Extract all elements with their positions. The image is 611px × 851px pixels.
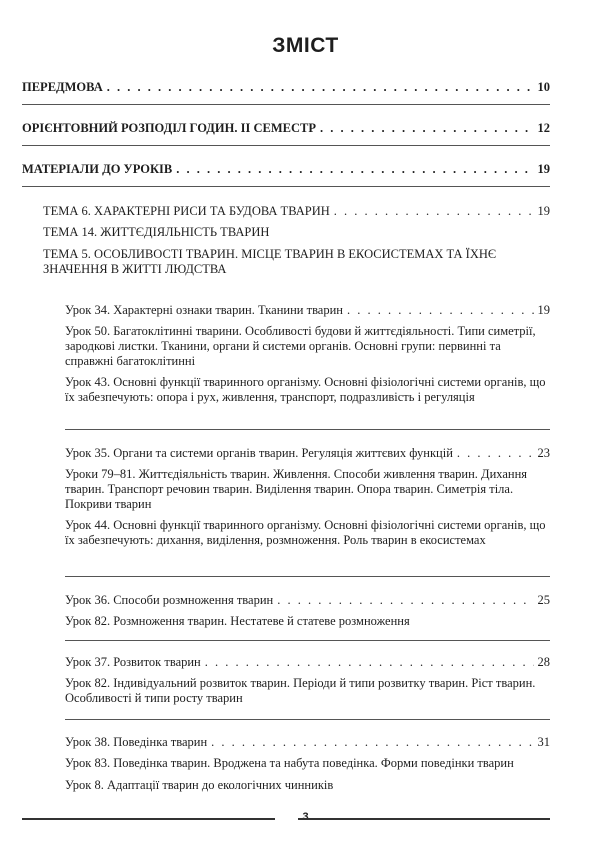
toc-page-number: 10 (537, 80, 550, 94)
toc-label: Урок 36. Способи розмноження тварин (65, 593, 274, 607)
divider (65, 429, 550, 430)
toc-lesson-reference: Урок 44. Основні функції тваринного організму. Основні фізіологічні системи органів, що їх забезпечують: дихання, виділення, розмноження. Роль тварин в екосистемах (65, 518, 546, 547)
page-number: 3 (302, 811, 309, 823)
toc-theme-5[interactable]: ТЕМА 5. ОСОБЛИВОСТІ ТВАРИН. МІСЦЕ ТВАРИН В ЕКОСИСТЕМАХ ТА ЇХНЄ ЗНАЧЕННЯ В ЖИТТІ ЛЮДСТВА (43, 247, 497, 276)
toc-page-number: 19 (537, 204, 550, 218)
toc-label: Урок 35. Органи та системи органів тварин. Регуляція життєвих функцій (65, 446, 453, 460)
toc-lesson-34[interactable] (65, 303, 550, 318)
toc-entry-hours-distribution[interactable] (22, 121, 550, 136)
dot-leader (176, 162, 533, 177)
toc-lesson-reference: Урок 82. Індивідуальний розвиток тварин. Періоди й типи розвитку тварин. Ріст тварин. Особливості й типи росту тварин (65, 676, 536, 705)
toc-page-number: 25 (537, 593, 550, 607)
toc-lesson-36[interactable] (65, 593, 550, 608)
toc-label: МАТЕРІАЛИ ДО УРОКІВ (22, 162, 173, 176)
toc-entry-lesson-materials[interactable] (22, 162, 550, 177)
toc-label: ОРІЄНТОВНИЙ РОЗПОДІЛ ГОДИН. ІІ СЕМЕСТР (22, 121, 316, 135)
page-title: ЗМІСТ (272, 34, 339, 57)
toc-page-number: 12 (537, 121, 550, 135)
dot-leader (347, 303, 534, 318)
dot-leader (107, 80, 534, 95)
toc-page-number: 31 (537, 735, 550, 749)
toc-lesson-reference: Уроки 79–81. Життєдіяльність тварин. Живлення. Способи живлення тварин. Дихання тварин. Транспорт речовин тварин. Виділення тварин. Опора тварин. Симетрія тіла. Покриви тварин (65, 467, 528, 511)
toc-lesson-reference: Урок 8. Адаптації тварин до екологічних чинників (65, 778, 334, 792)
toc-page-number: 23 (537, 446, 550, 460)
divider (65, 640, 550, 641)
dot-leader (334, 204, 534, 219)
toc-lesson-reference: Урок 82. Розмноження тварин. Нестатеве й статеве розмноження (65, 614, 410, 628)
divider (22, 145, 550, 146)
toc-label: ПЕРЕДМОВА (22, 80, 103, 94)
toc-lesson-38[interactable] (65, 735, 550, 750)
toc-lesson-reference: Урок 43. Основні функції тваринного організму. Основні фізіологічні системи органів, що їх забезпечують: опора і рух, живлення, транспорт, подразливість і регуляція (65, 375, 546, 404)
toc-label: Урок 37. Розвиток тварин (65, 655, 201, 669)
divider (22, 186, 550, 187)
toc-theme-6[interactable] (43, 204, 550, 219)
toc-lesson-reference: Урок 83. Поведінка тварин. Вроджена та набута поведінка. Форми поведінки тварин (65, 756, 514, 770)
dot-leader (205, 655, 534, 670)
toc-lesson-reference: Урок 50. Багатоклітинні тварини. Особливості будови й життєдіяльності. Типи симетрії, зародкові листки. Тканини, органи й системи органів. Основні групи: первинні та справжні багатоклітинні (65, 324, 536, 368)
dot-leader (211, 735, 533, 750)
toc-page-number: 19 (537, 162, 550, 176)
footer-rule-right (298, 818, 550, 820)
toc-label: Урок 38. Поведінка тварин (65, 735, 208, 749)
divider (65, 576, 550, 577)
toc-lesson-37[interactable] (65, 655, 550, 670)
dot-leader (277, 593, 533, 608)
toc-lesson-35[interactable] (65, 446, 550, 461)
divider (65, 719, 550, 720)
toc-entry-preface[interactable] (22, 80, 550, 95)
toc-page-number: 28 (537, 655, 550, 669)
divider (22, 104, 550, 105)
dot-leader (320, 121, 534, 136)
toc-page-number: 19 (537, 303, 550, 317)
toc-theme-14[interactable]: ТЕМА 14. ЖИТТЄДІЯЛЬНІСТЬ ТВАРИН (43, 225, 270, 239)
toc-label: Урок 34. Характерні ознаки тварин. Тканини тварин (65, 303, 343, 317)
dot-leader (457, 446, 534, 461)
toc-label: ТЕМА 6. ХАРАКТЕРНІ РИСИ ТА БУДОВА ТВАРИН (43, 204, 330, 218)
